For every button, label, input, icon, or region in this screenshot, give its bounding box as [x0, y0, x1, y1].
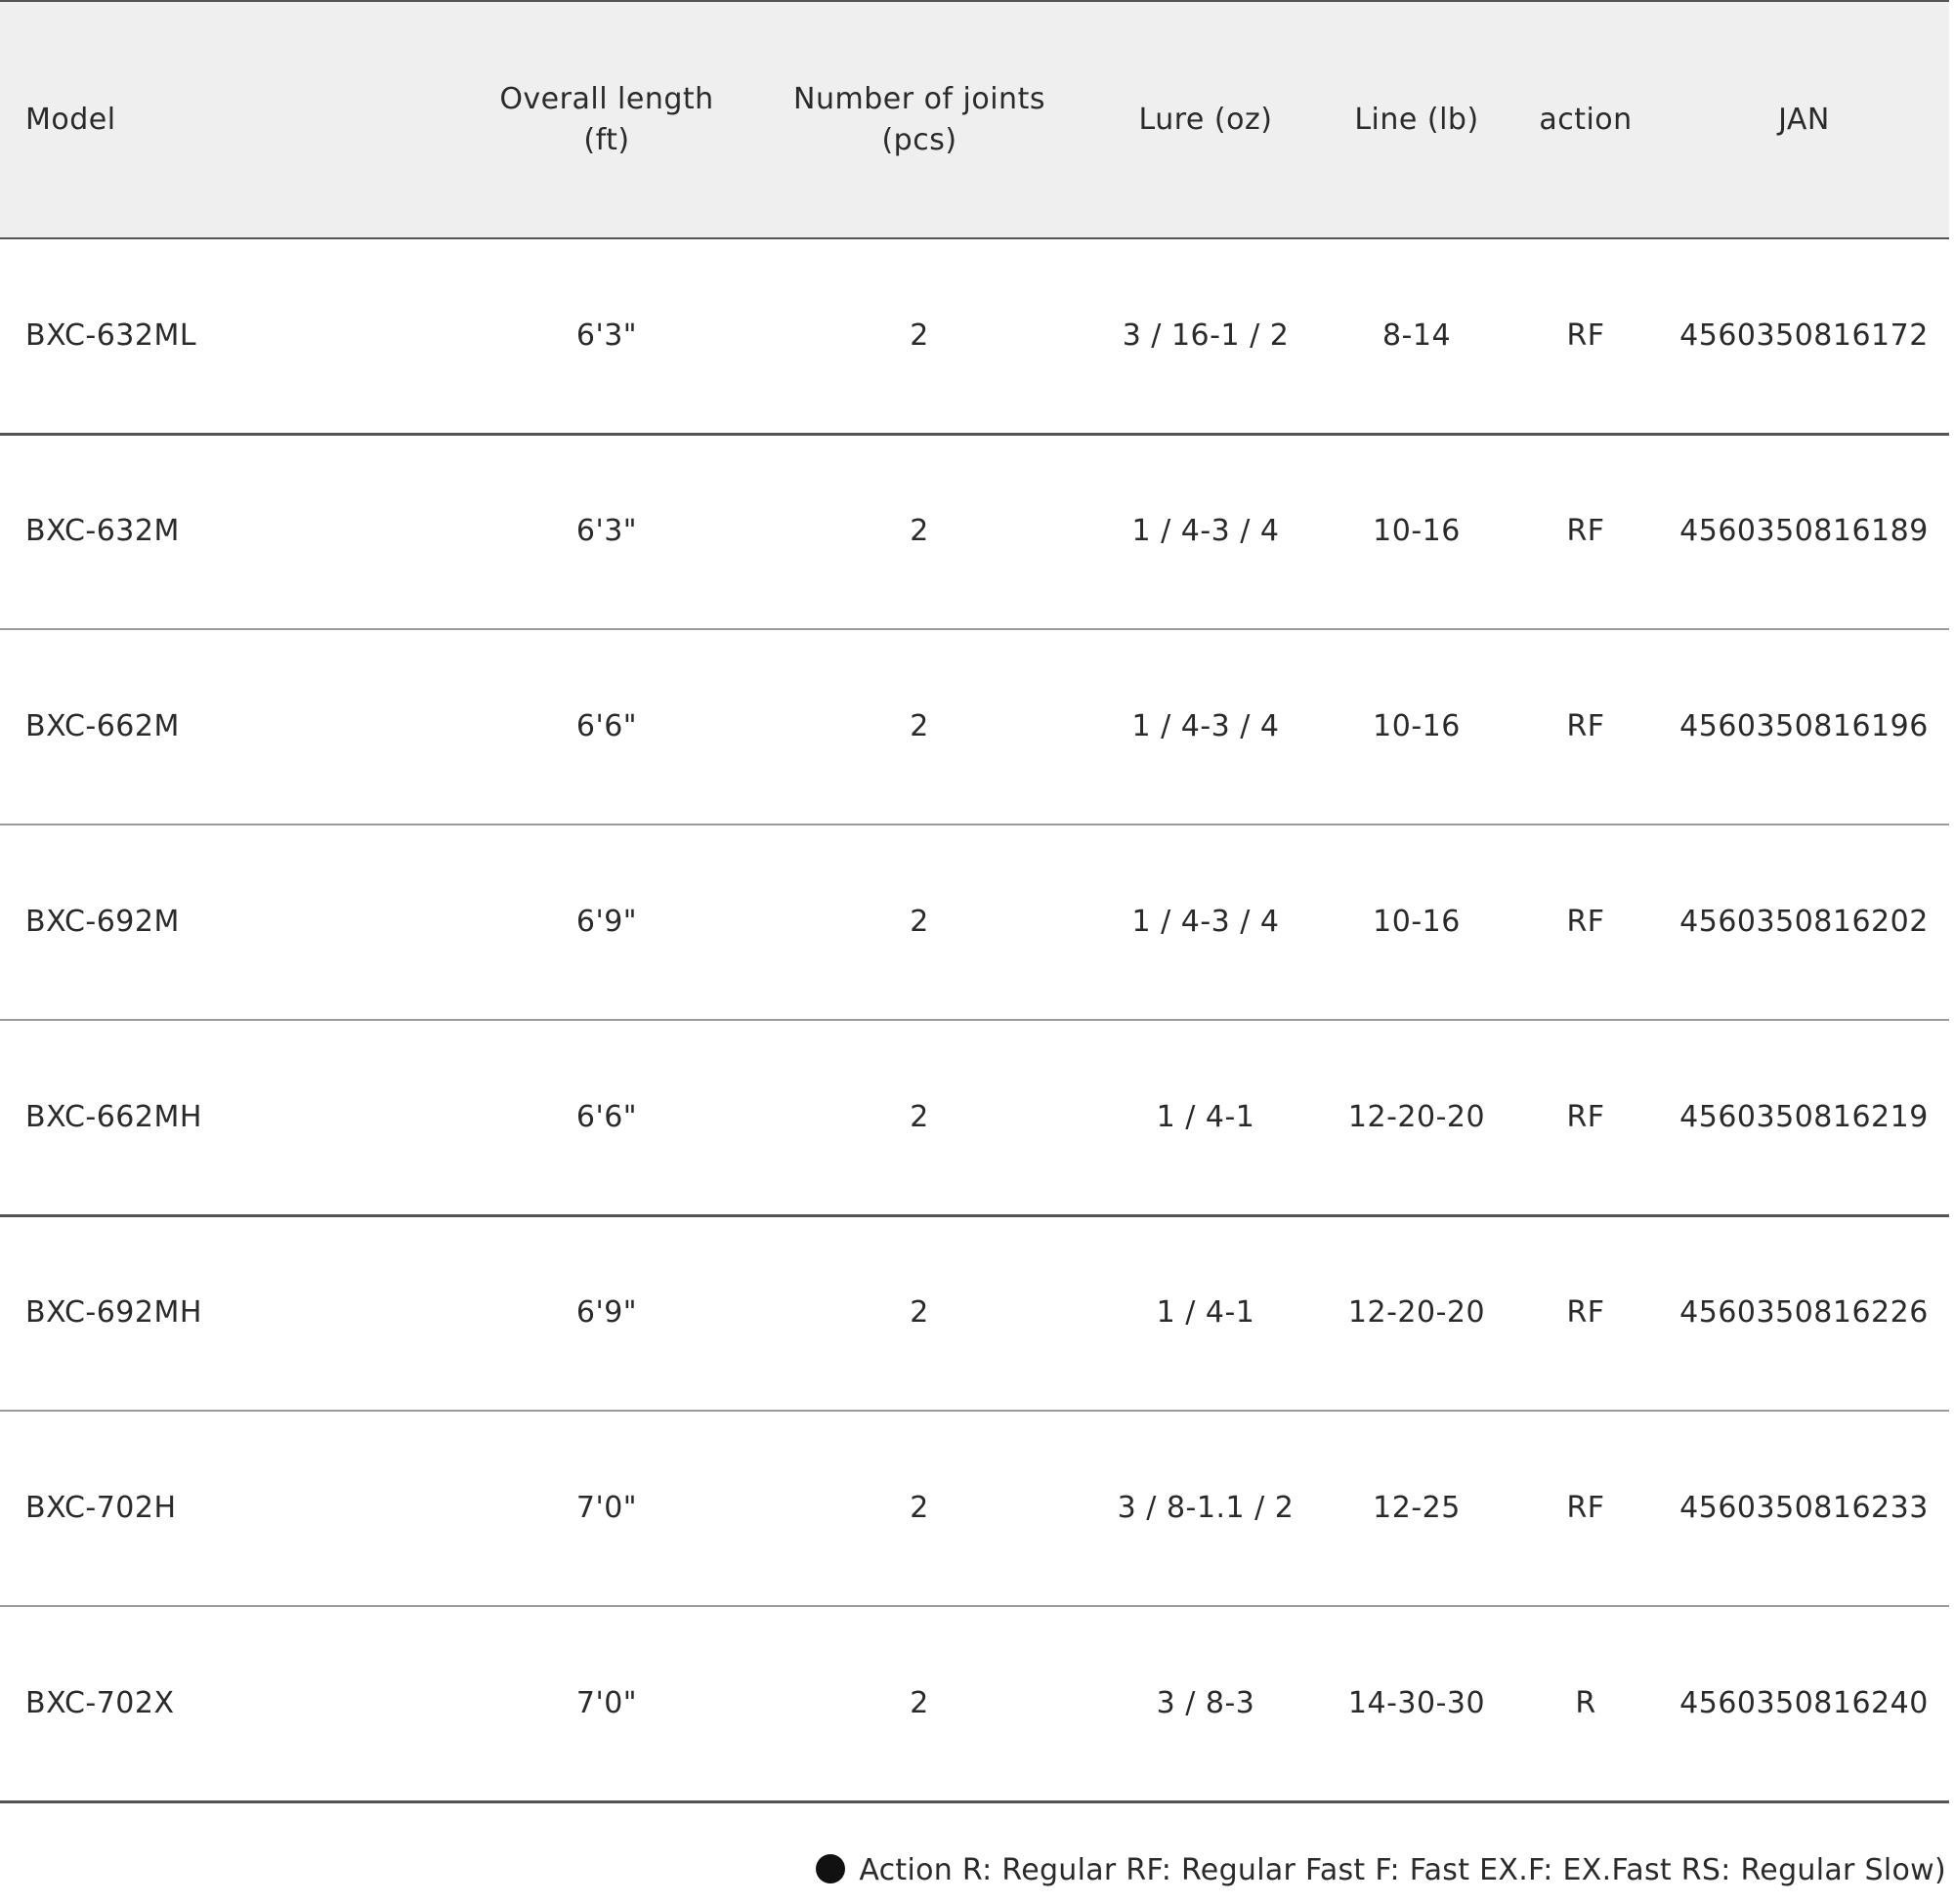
- table-row: [0, 1020, 1949, 1215]
- cell-jan: 4560350816196: [1679, 709, 1929, 743]
- cell-model: BXC-702X: [25, 1685, 175, 1720]
- cell-model: BXC-632M: [25, 514, 180, 549]
- cell-length: 6'9": [575, 1295, 638, 1331]
- cell-lure: 1 / 4-3 / 4: [1131, 905, 1280, 939]
- header-lure: Lure (oz): [1138, 102, 1273, 137]
- table-body: [0, 238, 1949, 1801]
- action-legend-footnote: [816, 1846, 1946, 1895]
- cell-model: BXC-692MH: [25, 1295, 202, 1331]
- action-legend-text: Action R: Regular RF: Regular Fast F: Fast EX.F: EX.Fast RS: Regular Slow): [859, 1853, 1946, 1887]
- header-joints-unit: (pcs): [881, 122, 957, 157]
- cell-joints: 2: [910, 905, 929, 939]
- header-action: action: [1539, 102, 1633, 137]
- cell-lure: 3 / 8-3: [1156, 1685, 1255, 1720]
- table-row: [0, 825, 1949, 1020]
- cell-jan: 4560350816233: [1679, 1491, 1929, 1525]
- cell-joints: 2: [910, 1685, 929, 1720]
- filled-circle-bullet-icon: [816, 1854, 845, 1883]
- header-line: Line (lb): [1354, 102, 1479, 137]
- cell-line: 12-25: [1373, 1491, 1461, 1525]
- header-overall-length: [465, 1, 748, 238]
- cell-lure: 3 / 8-1.1 / 2: [1117, 1491, 1295, 1525]
- cell-model: BXC-692M: [25, 905, 180, 939]
- table-header: [0, 1, 1949, 238]
- cell-line: 10-16: [1373, 905, 1461, 939]
- cell-joints: 2: [910, 1295, 929, 1331]
- cell-jan: 4560350816202: [1679, 905, 1929, 939]
- cell-joints: 2: [910, 709, 929, 743]
- cell-jan: 4560350816172: [1679, 317, 1929, 353]
- table-row: [0, 1215, 1949, 1411]
- cell-lure: 1 / 4-1: [1156, 1099, 1255, 1134]
- cell-jan: 4560350816226: [1679, 1295, 1929, 1331]
- cell-action: RF: [1566, 317, 1605, 353]
- header-length-label: Overall length: [499, 81, 714, 116]
- cell-action: RF: [1566, 905, 1605, 939]
- header-jan: JAN: [1778, 102, 1830, 137]
- table-row: [0, 434, 1949, 629]
- cell-joints: 2: [910, 1099, 929, 1134]
- table-row: [0, 238, 1949, 434]
- header-number-of-joints: [748, 1, 1090, 238]
- cell-line: 12-20-20: [1347, 1099, 1486, 1134]
- cell-joints: 2: [910, 514, 929, 549]
- cell-action: RF: [1566, 1099, 1605, 1134]
- cell-length: 6'3": [575, 514, 638, 549]
- cell-action: RF: [1566, 514, 1605, 549]
- table-row: [0, 1606, 1949, 1801]
- cell-jan: 4560350816240: [1679, 1685, 1929, 1720]
- header-row: [0, 1, 1949, 238]
- cell-model: BXC-662M: [25, 709, 180, 743]
- cell-line: 12-20-20: [1347, 1295, 1486, 1331]
- header-model: Model: [25, 102, 116, 137]
- header-joints-label: Number of joints: [793, 81, 1045, 116]
- cell-lure: 1 / 4-3 / 4: [1131, 514, 1280, 549]
- cell-action: RF: [1566, 1295, 1605, 1331]
- cell-line: 8-14: [1381, 317, 1452, 353]
- cell-action: R: [1575, 1685, 1596, 1720]
- cell-length: 7'0": [575, 1491, 638, 1525]
- cell-model: BXC-662MH: [25, 1099, 202, 1134]
- table-row: [0, 1411, 1949, 1606]
- cell-line: 10-16: [1373, 514, 1461, 549]
- table-row: [0, 629, 1949, 825]
- cell-joints: 2: [910, 317, 929, 353]
- cell-action: RF: [1566, 709, 1605, 743]
- cell-model: BXC-632ML: [25, 317, 197, 353]
- cell-lure: 1 / 4-1: [1156, 1295, 1255, 1331]
- cell-length: 6'6": [575, 709, 638, 743]
- cell-lure: 1 / 4-3 / 4: [1131, 709, 1280, 743]
- cell-lure: 3 / 16-1 / 2: [1122, 317, 1290, 353]
- cell-jan: 4560350816219: [1679, 1099, 1929, 1134]
- cell-line: 10-16: [1373, 709, 1461, 743]
- cell-length: 6'6": [575, 1099, 638, 1134]
- cell-joints: 2: [910, 1491, 929, 1525]
- cell-model: BXC-702H: [25, 1491, 177, 1525]
- cell-length: 6'9": [575, 905, 638, 939]
- cell-length: 6'3": [575, 317, 638, 353]
- cell-jan: 4560350816189: [1679, 514, 1929, 549]
- header-length-unit: (ft): [583, 122, 630, 157]
- cell-action: RF: [1566, 1491, 1605, 1525]
- cell-line: 14-30-30: [1347, 1685, 1486, 1720]
- cell-length: 7'0": [575, 1685, 638, 1720]
